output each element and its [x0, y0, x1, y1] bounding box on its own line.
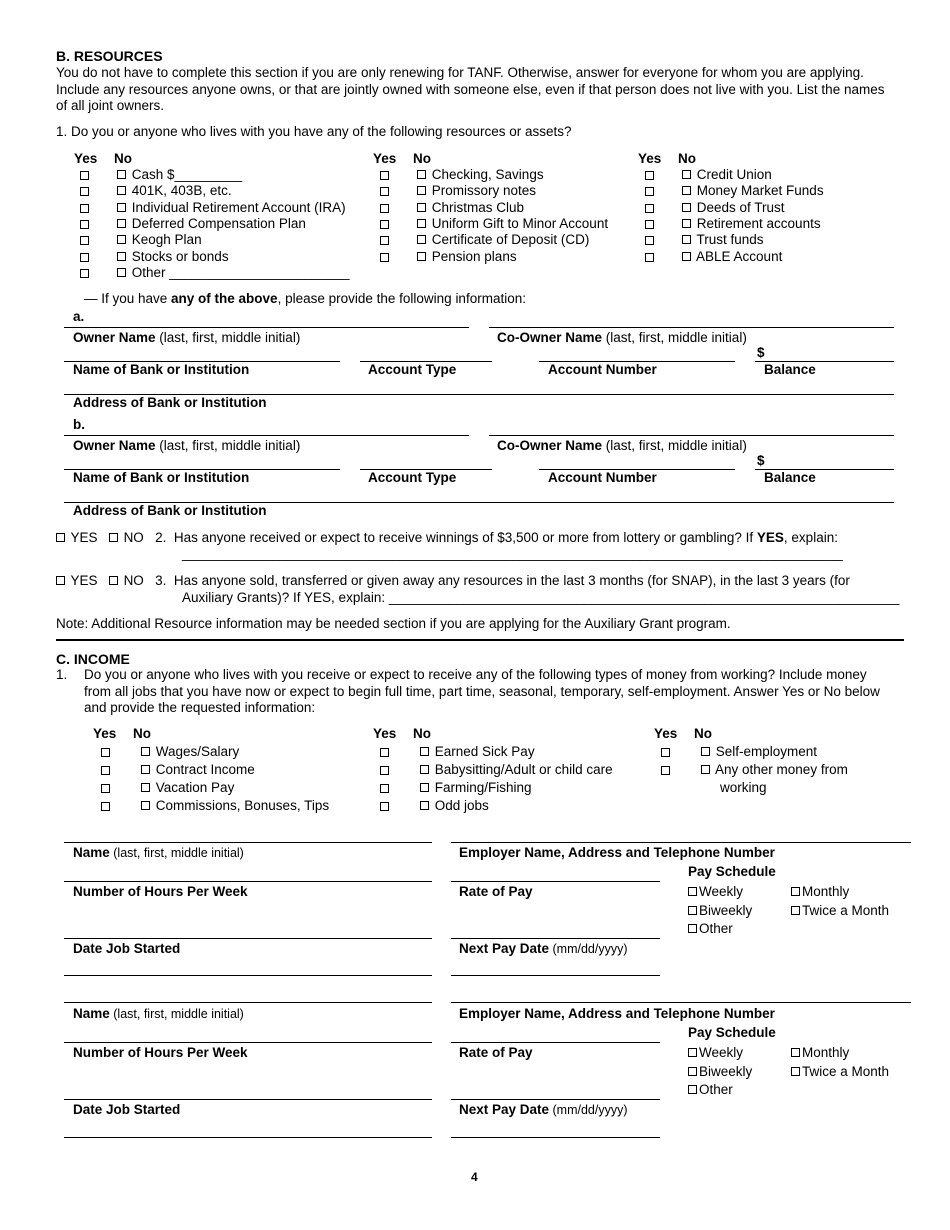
option-row [117, 216, 306, 231]
no-checkbox[interactable] [117, 219, 126, 228]
no-checkbox[interactable] [117, 186, 126, 195]
no-checkbox[interactable] [682, 252, 691, 261]
no-checkbox[interactable] [420, 783, 429, 792]
option-row [117, 183, 232, 198]
income-col1-no-header: No [133, 726, 151, 741]
employer-label: Employer Name, Address and Telephone Number [459, 1006, 775, 1021]
bank-address-label-a: Address of Bank or Institution [73, 395, 267, 410]
date-started-line[interactable] [64, 1137, 432, 1138]
option-row [682, 200, 785, 215]
rate-line[interactable] [451, 1099, 660, 1100]
yes-checkbox[interactable] [645, 220, 654, 229]
hours-line[interactable] [64, 1099, 432, 1100]
account-type-label-b: Account Type [368, 470, 457, 485]
weekly-checkbox[interactable] [688, 1048, 697, 1057]
block-b-label: b. [73, 417, 85, 432]
question-2: YES NO 2. Has anyone received or expect to receive winnings of $3,500 or more from lottery or gambling? If YES, explain: [56, 530, 838, 545]
option-row [417, 167, 544, 182]
owner-name-label-b: Owner Name (last, first, middle initial) [73, 438, 301, 453]
option-row [682, 249, 782, 264]
option-row [141, 744, 239, 759]
twice-a-month-checkbox[interactable] [791, 906, 800, 915]
option-row [682, 232, 764, 247]
option-label: Trust funds [696, 232, 764, 248]
option-row [417, 200, 524, 215]
employer-line[interactable] [451, 1042, 660, 1043]
next-pay-line[interactable] [451, 975, 660, 976]
bank-address-label-b: Address of Bank or Institution [73, 503, 267, 518]
option-label: Money Market Funds [696, 183, 824, 199]
income-col1-yes-header: Yes [93, 726, 117, 741]
no-checkbox[interactable] [417, 219, 426, 228]
yes-checkbox[interactable] [380, 766, 389, 775]
date-started-label: Date Job Started [73, 941, 181, 956]
col2-yes-header: Yes [373, 151, 397, 166]
option-row [420, 780, 532, 795]
income-col3-yes-header: Yes [654, 726, 678, 741]
option-label: Farming/Fishing [434, 780, 532, 795]
other-option[interactable]: Other [688, 921, 733, 936]
no-checkbox[interactable] [682, 170, 691, 179]
yes-checkbox[interactable] [80, 220, 89, 229]
no-checkbox[interactable] [117, 268, 126, 277]
option-label: Pension plans [431, 248, 517, 264]
yes-checkbox[interactable] [101, 748, 110, 757]
q2-no-checkbox[interactable] [109, 533, 118, 542]
option-label: Other ________________________ [131, 264, 350, 280]
option-label: Promissory notes [431, 183, 537, 199]
monthly-option[interactable]: Monthly [791, 1045, 849, 1060]
no-checkbox[interactable] [701, 747, 710, 756]
pay-schedule-label: Pay Schedule [688, 864, 776, 879]
option-label: Self-employment [715, 744, 818, 759]
no-checkbox[interactable] [417, 186, 426, 195]
coowner-name-line-b[interactable] [489, 435, 894, 436]
yes-checkbox[interactable] [80, 187, 89, 196]
col2-no-header: No [413, 151, 431, 166]
no-checkbox[interactable] [117, 235, 126, 244]
income-question-1: Do you or anyone who lives with you receive or expect to receive any of the following types of money from working? Include money from all jobs that you have now or expect to begin full time, part time, seasonal, temporary, self-employment. Answer Yes or No below and provide the requested information: [84, 667, 880, 715]
option-row [117, 167, 242, 182]
account-number-label-a: Account Number [548, 362, 657, 377]
name-label: Name (last, first, middle initial) [73, 845, 244, 860]
owner-name-line-a[interactable] [64, 327, 469, 328]
no-checkbox[interactable] [682, 235, 691, 244]
pay-schedule-label: Pay Schedule [688, 1025, 776, 1040]
no-checkbox[interactable] [141, 801, 150, 810]
bank-name-label-b: Name of Bank or Institution [73, 470, 250, 485]
resources-note: Note: Additional Resource information may be needed section if you are applying for the Auxiliary Grant program. [56, 616, 731, 631]
no-checkbox[interactable] [117, 252, 126, 261]
block-a-label: a. [73, 309, 85, 324]
dollar-sign-b: $ [757, 453, 765, 468]
col1-yes-header: Yes [74, 151, 98, 166]
yes-checkbox[interactable] [380, 236, 389, 245]
employer-line[interactable] [451, 881, 660, 882]
option-label: Credit Union [696, 167, 772, 182]
q2-yes-checkbox[interactable] [56, 533, 65, 542]
balance-label-a: Balance [764, 362, 816, 377]
question-3: YES NO 3. Has anyone sold, transferred or given away any resources in the last 3 months (for SNAP), in the last 3 years (for [56, 573, 850, 588]
coowner-name-line-a[interactable] [489, 327, 894, 328]
q2-explain-line[interactable]: ________________________________________________________________________________________ [182, 546, 843, 561]
yes-checkbox[interactable] [80, 269, 89, 278]
option-label: Vacation Pay [155, 780, 235, 795]
option-row [117, 200, 346, 215]
name-label: Name (last, first, middle initial) [73, 1006, 244, 1021]
next-pay-label: Next Pay Date (mm/dd/yyyy) [459, 941, 628, 956]
yes-checkbox[interactable] [80, 253, 89, 262]
hours-label: Number of Hours Per Week [73, 884, 248, 899]
option-row [420, 798, 489, 813]
option-row [682, 216, 821, 231]
option-label: Deferred Compensation Plan [131, 215, 306, 231]
income-heading: C. INCOME [56, 651, 130, 667]
income-q1-number: 1. [56, 667, 68, 682]
no-checkbox[interactable] [682, 219, 691, 228]
income-col3-continued: working [720, 780, 767, 795]
option-row [682, 183, 824, 198]
resources-intro: You do not have to complete this section if you are only renewing for TANF. Otherwise, answer for everyone for whom you are applying. Include any resources anyone owns, or that are jointly owned with someone else, even if that person does not live with you. List the names of all joint owners. [56, 65, 885, 113]
option-label: Babysitting/Adult or child care [434, 762, 613, 777]
if-above-instruction: — If you have any of the above, please provide the following information: [84, 291, 526, 306]
option-row [417, 216, 608, 231]
no-checkbox[interactable] [141, 783, 150, 792]
owner-name-line-b[interactable] [64, 435, 469, 436]
owner-name-label-a: Owner Name (last, first, middle initial) [73, 330, 301, 345]
rate-label: Rate of Pay [459, 884, 533, 899]
no-checkbox[interactable] [682, 203, 691, 212]
employer-line-top [451, 1002, 911, 1003]
option-label: Cash $_________ [131, 167, 243, 182]
twice-a-month-checkbox[interactable] [791, 1067, 800, 1076]
dollar-sign-a: $ [757, 345, 765, 360]
yes-checkbox[interactable] [661, 748, 670, 757]
yes-checkbox[interactable] [101, 766, 110, 775]
twice-a-month-option[interactable]: Twice a Month [791, 903, 889, 918]
other-option[interactable]: Other [688, 1082, 733, 1097]
yes-checkbox[interactable] [380, 171, 389, 180]
yes-checkbox[interactable] [80, 171, 89, 180]
col3-yes-header: Yes [638, 151, 662, 166]
option-label: Retirement accounts [696, 215, 821, 231]
no-checkbox[interactable] [417, 235, 426, 244]
biweekly-checkbox[interactable] [688, 1067, 697, 1076]
option-label: Uniform Gift to Minor Account [431, 215, 609, 231]
no-checkbox[interactable] [420, 747, 429, 756]
next-pay-label: Next Pay Date (mm/dd/yyyy) [459, 1102, 628, 1117]
no-checkbox[interactable] [417, 170, 426, 179]
monthly-checkbox[interactable] [791, 887, 800, 896]
page-number: 4 [471, 1170, 478, 1184]
yes-checkbox[interactable] [101, 784, 110, 793]
resources-question-1: 1. Do you or anyone who lives with you have any of the following resources or assets? [56, 124, 572, 139]
income-col2-no-header: No [413, 726, 431, 741]
option-row [141, 798, 329, 813]
option-row [420, 744, 535, 759]
yes-checkbox[interactable] [645, 253, 654, 262]
no-checkbox[interactable] [141, 765, 150, 774]
option-label: Keogh Plan [131, 232, 202, 248]
option-label: Commissions, Bonuses, Tips [155, 798, 330, 813]
option-label: Deeds of Trust [696, 199, 785, 215]
monthly-option[interactable]: Monthly [791, 884, 849, 899]
weekly-option[interactable]: Weekly [688, 884, 743, 899]
name-line-top [64, 1002, 432, 1003]
option-row [701, 762, 848, 777]
yes-checkbox[interactable] [380, 204, 389, 213]
option-label: Wages/Salary [155, 744, 240, 759]
col1-no-header: No [114, 151, 132, 166]
yes-checkbox[interactable] [80, 204, 89, 213]
resources-heading: B. RESOURCES [56, 48, 163, 64]
option-row [141, 762, 255, 777]
no-checkbox[interactable] [417, 252, 426, 261]
option-row [701, 744, 817, 759]
yes-checkbox[interactable] [380, 802, 389, 811]
twice-a-month-option[interactable]: Twice a Month [791, 1064, 889, 1079]
option-label: Certificate of Deposit (CD) [431, 232, 590, 248]
no-checkbox[interactable] [682, 186, 691, 195]
account-number-label-b: Account Number [548, 470, 657, 485]
name-line[interactable] [64, 881, 432, 882]
option-row [420, 762, 613, 777]
income-col3-no-header: No [694, 726, 712, 741]
option-row [417, 232, 589, 247]
option-label: Odd jobs [434, 798, 489, 813]
yes-checkbox[interactable] [380, 784, 389, 793]
balance-label-b: Balance [764, 470, 816, 485]
yes-checkbox[interactable] [645, 187, 654, 196]
no-checkbox[interactable] [117, 203, 126, 212]
q3-yes-checkbox[interactable] [56, 576, 65, 585]
employer-label: Employer Name, Address and Telephone Number [459, 845, 775, 860]
account-type-label-a: Account Type [368, 362, 457, 377]
option-row [417, 183, 536, 198]
hours-label: Number of Hours Per Week [73, 1045, 248, 1060]
no-checkbox[interactable] [417, 203, 426, 212]
yes-checkbox[interactable] [380, 187, 389, 196]
rate-line[interactable] [451, 938, 660, 939]
employer-line-top [451, 842, 911, 843]
option-row [117, 265, 349, 280]
no-checkbox[interactable] [701, 765, 710, 774]
option-label: Individual Retirement Account (IRA) [131, 199, 346, 215]
date-started-label: Date Job Started [73, 1102, 181, 1117]
option-row [417, 249, 517, 264]
coowner-name-label-a: Co-Owner Name (last, first, middle initial) [497, 330, 747, 345]
question-3-continued[interactable]: Auxiliary Grants)? If YES, explain: ____________________________________________________________________ [182, 590, 900, 605]
biweekly-option[interactable]: Biweekly [688, 1064, 752, 1079]
biweekly-option[interactable]: Biweekly [688, 903, 752, 918]
option-label: Checking, Savings [431, 167, 544, 182]
next-pay-line[interactable] [451, 1137, 660, 1138]
coowner-name-label-b: Co-Owner Name (last, first, middle initial) [497, 438, 747, 453]
weekly-option[interactable]: Weekly [688, 1045, 743, 1060]
no-checkbox[interactable] [141, 747, 150, 756]
option-label: Christmas Club [431, 199, 525, 215]
income-col2-yes-header: Yes [373, 726, 397, 741]
option-row [141, 780, 234, 795]
name-line-top [64, 842, 432, 843]
other-checkbox[interactable] [688, 924, 697, 933]
other-checkbox[interactable] [688, 1085, 697, 1094]
no-checkbox[interactable] [420, 801, 429, 810]
no-checkbox[interactable] [420, 765, 429, 774]
biweekly-checkbox[interactable] [688, 906, 697, 915]
option-label: Any other money from [715, 762, 848, 777]
option-row [682, 167, 772, 182]
date-started-line[interactable] [64, 975, 432, 976]
bank-name-label-a: Name of Bank or Institution [73, 362, 250, 377]
q3-no-checkbox[interactable] [109, 576, 118, 585]
no-checkbox[interactable] [117, 170, 126, 179]
rate-label: Rate of Pay [459, 1045, 533, 1060]
yes-checkbox[interactable] [380, 748, 389, 757]
yes-checkbox[interactable] [80, 236, 89, 245]
yes-checkbox[interactable] [380, 253, 389, 262]
section-divider [56, 639, 904, 641]
yes-checkbox[interactable] [380, 220, 389, 229]
option-row [117, 249, 229, 264]
option-label: ABLE Account [696, 248, 783, 264]
col3-no-header: No [678, 151, 696, 166]
yes-checkbox[interactable] [661, 766, 670, 775]
yes-checkbox[interactable] [645, 171, 654, 180]
option-label: Stocks or bonds [131, 248, 229, 264]
option-label: Earned Sick Pay [434, 744, 535, 759]
option-label: Contract Income [155, 762, 255, 777]
option-label: 401K, 403B, etc. [131, 183, 232, 199]
weekly-checkbox[interactable] [688, 887, 697, 896]
hours-line[interactable] [64, 938, 432, 939]
yes-checkbox[interactable] [101, 802, 110, 811]
monthly-checkbox[interactable] [791, 1048, 800, 1057]
name-line[interactable] [64, 1042, 432, 1043]
option-row [117, 232, 202, 247]
yes-checkbox[interactable] [645, 204, 654, 213]
yes-checkbox[interactable] [645, 236, 654, 245]
